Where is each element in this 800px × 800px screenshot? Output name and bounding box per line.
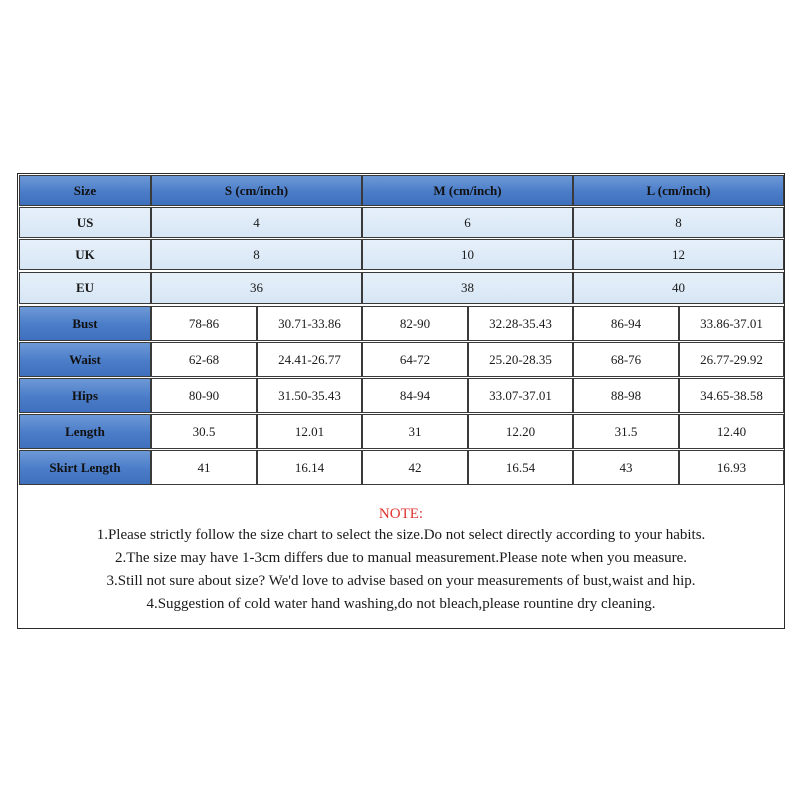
hips-l-inch: 34.65-38.58 [679,378,784,413]
size-chart-table [17,173,785,629]
bust-m-cm: 82-90 [362,306,468,341]
hips-s-cm: 80-90 [151,378,257,413]
row-label-us: US [19,207,151,238]
skirt-length-m-inch: 16.54 [468,450,573,485]
eu-size-m: 38 [362,272,573,304]
note-line-2: 2.The size may have 1-3cm differs due to manual measurement.Please note when you measure. [114,550,688,566]
skirt-length-s-cm: 41 [151,450,257,485]
waist-l-inch: 26.77-29.92 [679,342,784,377]
length-l-inch: 12.40 [679,414,784,449]
uk-size-l: 12 [573,239,784,270]
eu-size-s: 36 [151,272,362,304]
length-m-inch: 12.20 [468,414,573,449]
uk-size-s: 8 [151,239,362,270]
row-label-waist: Waist [19,342,151,377]
length-l-cm: 31.5 [573,414,679,449]
notes-section [18,487,784,627]
skirt-length-l-inch: 16.93 [679,450,784,485]
bust-s-inch: 30.71-33.86 [257,306,362,341]
bust-l-cm: 86-94 [573,306,679,341]
hips-m-cm: 84-94 [362,378,468,413]
waist-s-inch: 24.41-26.77 [257,342,362,377]
uk-size-m: 10 [362,239,573,270]
row-label-eu: EU [19,272,151,304]
skirt-length-l-cm: 43 [573,450,679,485]
row-label-hips: Hips [19,378,151,413]
note-line-3: 3.Still not sure about size? We'd love to advise based on your measurements of bust,waist and hip. [106,573,696,589]
length-m-cm: 31 [362,414,468,449]
row-label-uk: UK [19,239,151,270]
us-size-l: 8 [573,207,784,238]
bust-m-inch: 32.28-35.43 [468,306,573,341]
note-line-1: 1.Please strictly follow the size chart to select the size.Do not select directly according to your habits. [96,527,706,543]
bust-l-inch: 33.86-37.01 [679,306,784,341]
row-label-length: Length [19,414,151,449]
header-size-s: S (cm/inch) [151,175,362,206]
waist-s-cm: 62-68 [151,342,257,377]
length-s-cm: 30.5 [151,414,257,449]
waist-l-cm: 68-76 [573,342,679,377]
eu-size-l: 40 [573,272,784,304]
hips-s-inch: 31.50-35.43 [257,378,362,413]
row-label-bust: Bust [19,306,151,341]
hips-l-cm: 88-98 [573,378,679,413]
header-size-l: L (cm/inch) [573,175,784,206]
header-size-m: M (cm/inch) [362,175,573,206]
waist-m-inch: 25.20-28.35 [468,342,573,377]
note-title: NOTE: [378,506,424,522]
us-size-s: 4 [151,207,362,238]
header-size-label: Size [19,175,151,206]
skirt-length-s-inch: 16.14 [257,450,362,485]
waist-m-cm: 64-72 [362,342,468,377]
us-size-m: 6 [362,207,573,238]
note-line-4: 4.Suggestion of cold water hand washing,do not bleach,please rountine dry cleaning. [146,596,656,612]
length-s-inch: 12.01 [257,414,362,449]
hips-m-inch: 33.07-37.01 [468,378,573,413]
row-label-skirt-length: Skirt Length [19,450,151,485]
skirt-length-m-cm: 42 [362,450,468,485]
bust-s-cm: 78-86 [151,306,257,341]
